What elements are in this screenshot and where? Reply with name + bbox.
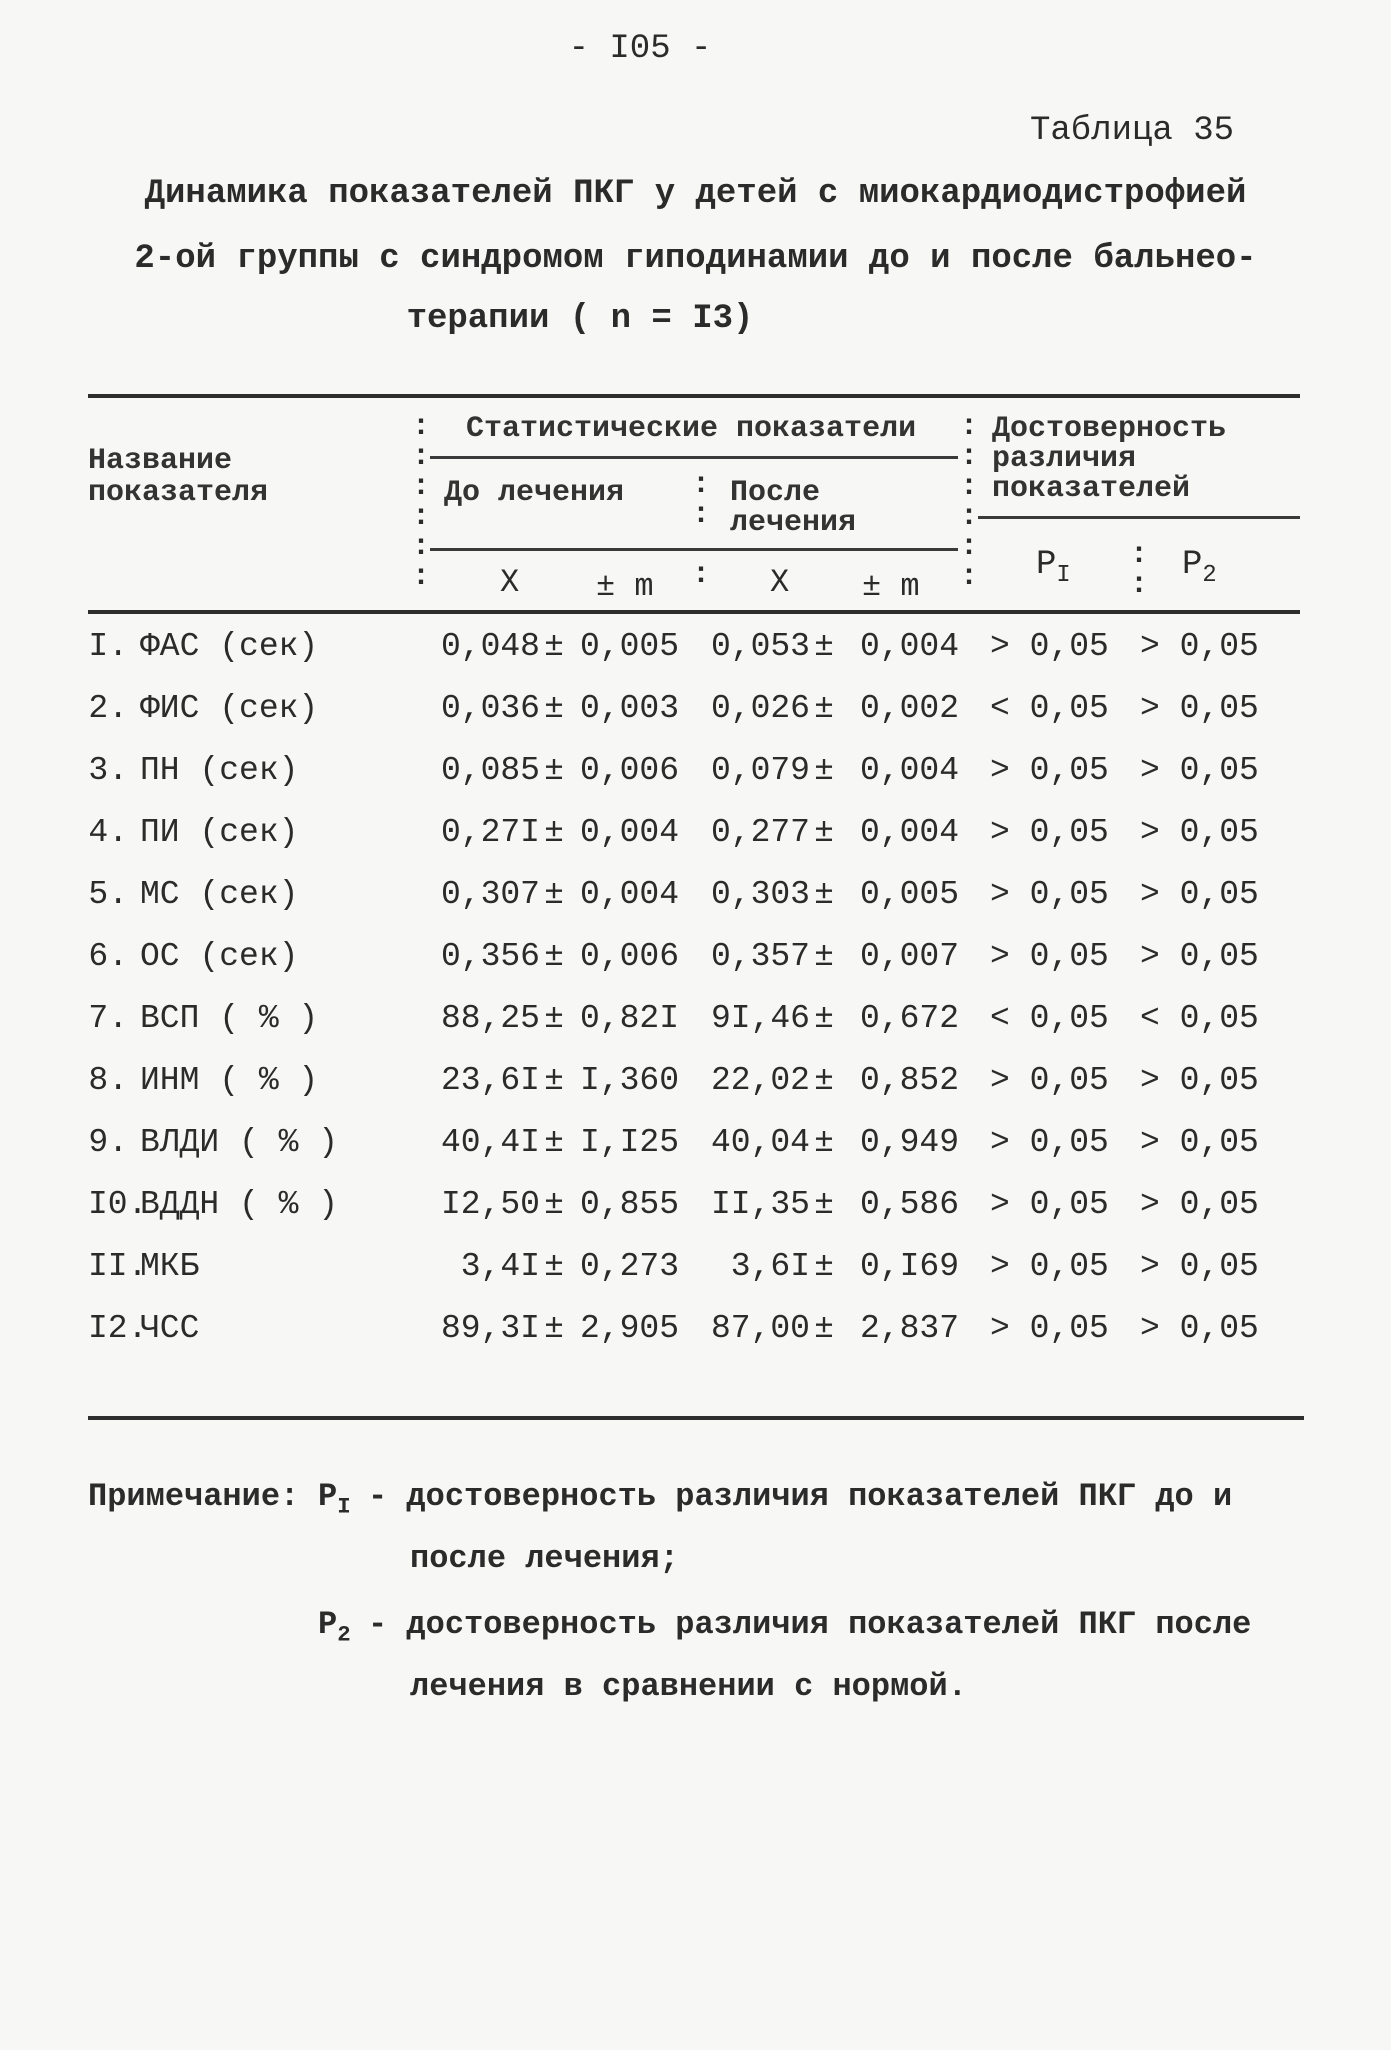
pm-sign: ±: [814, 1248, 834, 1285]
note-p2-text-line1: - достоверность различия показателей ПКГ после: [368, 1606, 1252, 1643]
pm-sign: ±: [814, 938, 834, 975]
p1-value: > 0,05: [990, 628, 1109, 665]
row-number: 5.: [88, 876, 128, 913]
pm-sign: ±: [814, 690, 834, 727]
error-after: 0,002: [860, 690, 960, 727]
mean-before: 88,25: [440, 1000, 540, 1037]
header-rule: [430, 548, 958, 551]
p1-value: > 0,05: [990, 814, 1109, 851]
error-after: 0,586: [860, 1186, 960, 1223]
p2-value: > 0,05: [1140, 628, 1259, 665]
mean-after: 9I,46: [710, 1000, 810, 1037]
header-signif-line1: Достоверность: [992, 412, 1227, 446]
indicator-name: ИНМ ( % ): [140, 1062, 319, 1099]
p1-value: < 0,05: [990, 1000, 1109, 1037]
error-after: 0,852: [860, 1062, 960, 1099]
header-name-line2: показателя: [88, 476, 269, 510]
pm-sign: ±: [814, 1062, 834, 1099]
header-pm-after: ± m: [862, 568, 920, 605]
p2-value: > 0,05: [1140, 938, 1259, 975]
note-label: Примечание:: [88, 1478, 300, 1515]
p1-value: > 0,05: [990, 752, 1109, 789]
row-number: 4.: [88, 814, 128, 851]
mean-before: 0,27I: [440, 814, 540, 851]
table-row: [0, 1062, 1391, 1124]
p2-value: > 0,05: [1140, 1124, 1259, 1161]
mean-before: 3,4I: [460, 1248, 540, 1285]
mean-after: 40,04: [710, 1124, 810, 1161]
p2-value: > 0,05: [1140, 1310, 1259, 1347]
mean-after: 87,00: [710, 1310, 810, 1347]
caption-line-2: 2-ой группы с синдромом гиподинамии до и после бальнео-: [134, 240, 1257, 278]
mean-after: 3,6I: [730, 1248, 810, 1285]
error-before: 0,006: [580, 938, 680, 975]
pm-sign: ±: [544, 938, 564, 975]
error-before: I,360: [580, 1062, 680, 1099]
row-number: 9.: [88, 1124, 128, 1161]
table-row: [0, 752, 1391, 814]
column-separator: : : :: [692, 468, 711, 592]
error-before: 0,003: [580, 690, 680, 727]
header-rule: [978, 516, 1300, 519]
mean-before: 0,085: [440, 752, 540, 789]
caption-line-1: Динамика показателей ПКГ у детей с миокардиодистрофией: [144, 175, 1247, 213]
pm-sign: ±: [544, 1310, 564, 1347]
mean-before: 0,036: [440, 690, 540, 727]
error-after: 0,672: [860, 1000, 960, 1037]
column-separator: : :: [1130, 538, 1149, 602]
note-p1-text-line2: после лечения;: [410, 1540, 679, 1577]
indicator-name: ВЛДИ ( % ): [140, 1124, 339, 1161]
pm-sign: ±: [814, 1310, 834, 1347]
pm-sign: ±: [814, 1124, 834, 1161]
note-p1-text-line1: - достоверность различия показателей ПКГ до и: [368, 1478, 1233, 1515]
mean-after: 0,303: [710, 876, 810, 913]
p1-value: > 0,05: [990, 876, 1109, 913]
header-pm-before: ± m: [596, 568, 654, 605]
row-number: 7.: [88, 1000, 128, 1037]
error-after: 2,837: [860, 1310, 960, 1347]
p1-value: > 0,05: [990, 1248, 1109, 1285]
row-number: I0.: [88, 1186, 148, 1223]
error-after: 0,005: [860, 876, 960, 913]
note-p2-text-line2: лечения в сравнении с нормой.: [410, 1668, 967, 1705]
header-before: До лечения: [444, 476, 625, 510]
pm-sign: ±: [814, 628, 834, 665]
pm-sign: ±: [544, 814, 564, 851]
header-signif-line2: различия: [992, 442, 1137, 476]
mean-before: 23,6I: [440, 1062, 540, 1099]
pm-sign: ±: [544, 752, 564, 789]
table-row: [0, 1000, 1391, 1062]
row-number: I.: [88, 628, 128, 665]
mean-before: 0,048: [440, 628, 540, 665]
p1-value: > 0,05: [990, 1124, 1109, 1161]
mean-after: 0,357: [710, 938, 810, 975]
indicator-name: ЧСС: [140, 1310, 200, 1347]
pm-sign: ±: [814, 876, 834, 913]
error-after: 0,949: [860, 1124, 960, 1161]
indicator-name: ВДДН ( % ): [140, 1186, 339, 1223]
row-number: I2.: [88, 1310, 148, 1347]
p2-value: > 0,05: [1140, 876, 1259, 913]
pm-sign: ±: [814, 752, 834, 789]
error-before: 0,273: [580, 1248, 680, 1285]
p2-value: < 0,05: [1140, 1000, 1259, 1037]
header-signif-line3: показателей: [992, 472, 1191, 506]
table-row: [0, 876, 1391, 938]
mean-after: II,35: [710, 1186, 810, 1223]
table-row: [0, 1124, 1391, 1186]
p2-value: > 0,05: [1140, 1186, 1259, 1223]
pm-sign: ±: [814, 814, 834, 851]
error-before: 0,005: [580, 628, 680, 665]
column-separator: : : : : : :: [412, 410, 431, 594]
mean-after: 0,026: [710, 690, 810, 727]
indicator-name: ОС (сек): [140, 938, 299, 975]
error-before: 0,004: [580, 876, 680, 913]
indicator-name: МС (сек): [140, 876, 299, 913]
indicator-name: ПИ (сек): [140, 814, 299, 851]
pm-sign: ±: [544, 1186, 564, 1223]
header-stat-title: Статистические показатели: [466, 412, 917, 446]
mean-before: 0,356: [440, 938, 540, 975]
p2-value: > 0,05: [1140, 752, 1259, 789]
mean-before: 40,4I: [440, 1124, 540, 1161]
header-p1: $P_I$: [1036, 546, 1071, 589]
pm-sign: ±: [544, 1124, 564, 1161]
pm-sign: ±: [544, 690, 564, 727]
table-row: [0, 938, 1391, 1000]
header-name-line1: Название: [88, 444, 233, 478]
indicator-name: ВСП ( % ): [140, 1000, 319, 1037]
header-after-line1: После: [730, 476, 821, 510]
header-bottom-rule: [88, 610, 1300, 614]
p1-value: > 0,05: [990, 1186, 1109, 1223]
row-number: 6.: [88, 938, 128, 975]
row-number: 8.: [88, 1062, 128, 1099]
error-before: 2,905: [580, 1310, 680, 1347]
indicator-name: ПН (сек): [140, 752, 299, 789]
mean-before: 89,3I: [440, 1310, 540, 1347]
column-separator: : : : : : :: [960, 410, 979, 594]
error-before: I,I25: [580, 1124, 680, 1161]
row-number: 2.: [88, 690, 128, 727]
error-before: 0,006: [580, 752, 680, 789]
indicator-name: МКБ: [140, 1248, 200, 1285]
table-row: [0, 628, 1391, 690]
p2-value: > 0,05: [1140, 814, 1259, 851]
p1-value: > 0,05: [990, 938, 1109, 975]
mean-before: 0,307: [440, 876, 540, 913]
row-number: II.: [88, 1248, 148, 1285]
table-row: [0, 814, 1391, 876]
pm-sign: ±: [544, 876, 564, 913]
mean-after: 0,053: [710, 628, 810, 665]
note-p1-symbol: $P_I$: [318, 1478, 351, 1520]
table-label: Таблица 35: [1030, 112, 1235, 150]
error-after: 0,004: [860, 628, 960, 665]
mean-before: I2,50: [440, 1186, 540, 1223]
header-after-line2: лечения: [730, 506, 857, 540]
p2-value: > 0,05: [1140, 1062, 1259, 1099]
table-row: [0, 1248, 1391, 1310]
table-top-rule: [88, 394, 1300, 398]
pm-sign: ±: [544, 1248, 564, 1285]
error-after: 0,004: [860, 814, 960, 851]
table-row: [0, 1310, 1391, 1372]
table-bottom-rule: [88, 1416, 1304, 1420]
pm-sign: ±: [544, 1062, 564, 1099]
p2-value: > 0,05: [1140, 1248, 1259, 1285]
caption-line-3: терапии ( n = I3): [406, 300, 754, 338]
p1-value: > 0,05: [990, 1310, 1109, 1347]
error-before: 0,855: [580, 1186, 680, 1223]
mean-after: 22,02: [710, 1062, 810, 1099]
header-x-before: X: [500, 564, 520, 601]
pm-sign: ±: [814, 1000, 834, 1037]
pm-sign: ±: [544, 1000, 564, 1037]
p1-value: > 0,05: [990, 1062, 1109, 1099]
pm-sign: ±: [814, 1186, 834, 1223]
note-p2-symbol: $P_2$: [318, 1606, 351, 1648]
pm-sign: ±: [544, 628, 564, 665]
page-number: - I05 -: [568, 30, 712, 68]
table-row: [0, 690, 1391, 752]
table-row: [0, 1186, 1391, 1248]
error-after: 0,I69: [860, 1248, 960, 1285]
header-p2: $P_2$: [1182, 546, 1217, 589]
indicator-name: ФАС (сек): [140, 628, 319, 665]
mean-after: 0,277: [710, 814, 810, 851]
error-after: 0,007: [860, 938, 960, 975]
row-number: 3.: [88, 752, 128, 789]
error-before: 0,004: [580, 814, 680, 851]
indicator-name: ФИС (сек): [140, 690, 319, 727]
header-x-after: X: [770, 564, 790, 601]
mean-after: 0,079: [710, 752, 810, 789]
p2-value: > 0,05: [1140, 690, 1259, 727]
error-before: 0,82I: [580, 1000, 680, 1037]
p1-value: < 0,05: [990, 690, 1109, 727]
error-after: 0,004: [860, 752, 960, 789]
header-rule: [430, 456, 958, 459]
